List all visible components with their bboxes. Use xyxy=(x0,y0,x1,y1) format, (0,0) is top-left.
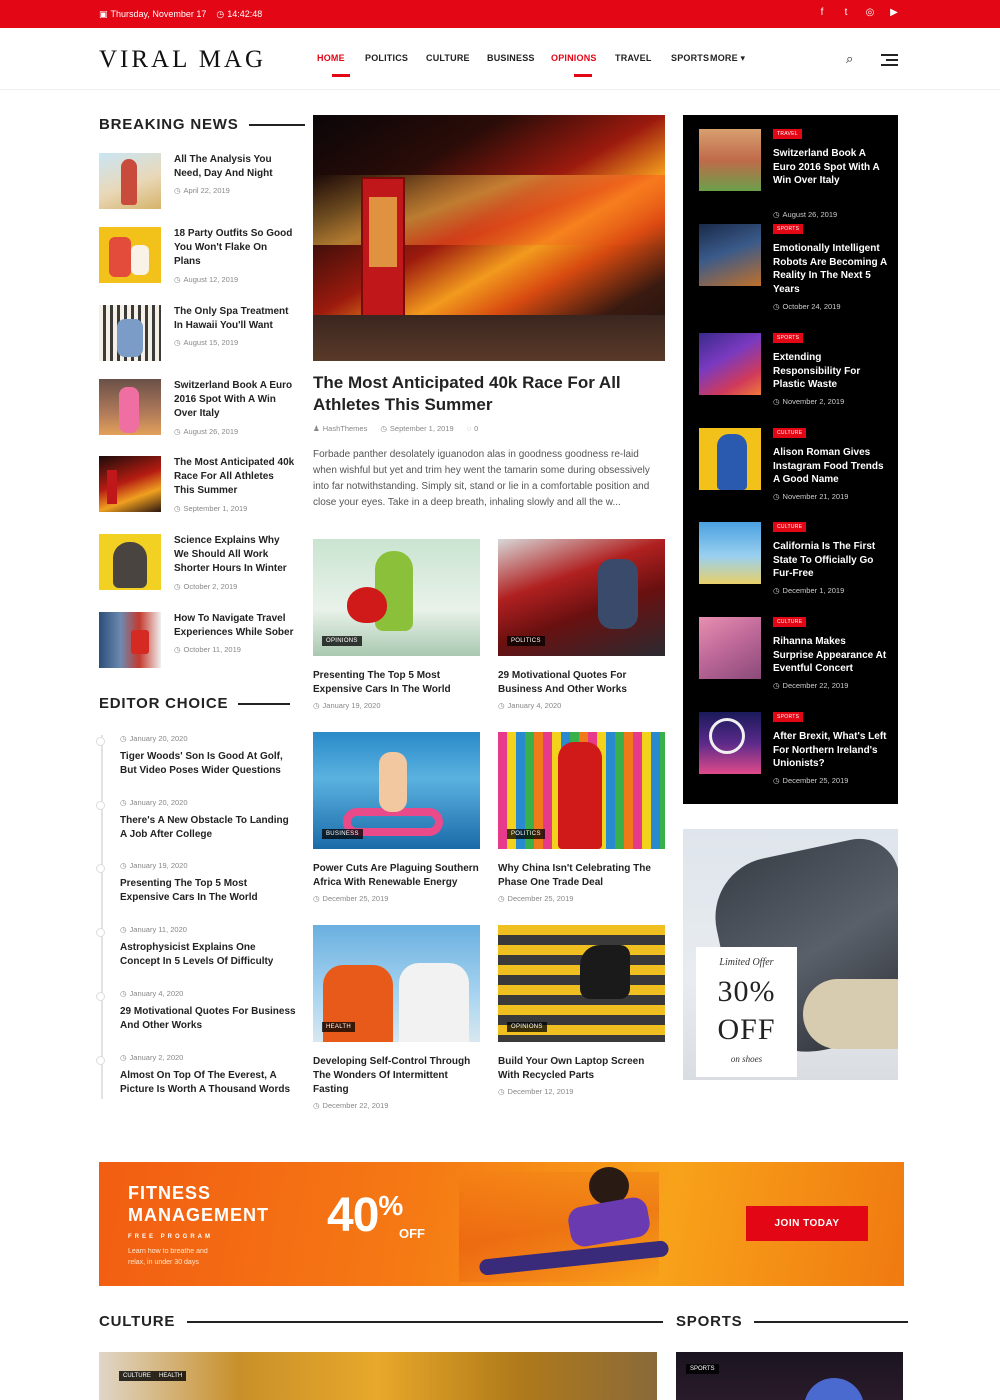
clock-icon: ◷ xyxy=(120,989,127,998)
list-item[interactable]: All The Analysis You Need, Day And Night ◷ April 22, 2019 xyxy=(99,153,295,213)
clock-icon: ◷ xyxy=(120,1053,127,1062)
instagram-icon[interactable]: ◎ xyxy=(865,7,875,18)
timeline-dot xyxy=(96,801,105,810)
thumbnail[interactable] xyxy=(99,153,161,209)
thumbnail[interactable] xyxy=(699,712,761,774)
article-card[interactable]: OPINIONS Build Your Own Laptop Screen With Recycled Parts ◷ December 12, 2019 xyxy=(498,925,665,1042)
list-item[interactable]: How To Navigate Travel Experiences While Sober ◷ October 11, 2019 xyxy=(99,612,295,672)
category-tag[interactable]: SPORTS xyxy=(773,333,803,343)
clock-icon: ◷ xyxy=(773,302,780,311)
category-tag[interactable]: TRAVEL xyxy=(773,129,802,139)
article-card[interactable]: HEALTH Developing Self-Control Through The Wonders Of Intermittent Fasting ◷ December 22, 2019 xyxy=(313,925,480,1042)
clock-icon: ◷ xyxy=(174,338,181,347)
feature-title[interactable]: The Most Anticipated 40k Race For All Athletes This Summer xyxy=(313,373,621,414)
thumbnail[interactable] xyxy=(99,305,161,361)
nav-business[interactable]: BUSINESS xyxy=(487,53,535,63)
comment-icon: ◌ xyxy=(466,424,472,433)
nav-travel[interactable]: TRAVEL xyxy=(615,53,652,63)
top-bar xyxy=(0,0,1000,28)
list-item[interactable]: 18 Party Outfits So Good You Won't Flake On Plans ◷ August 12, 2019 xyxy=(99,227,295,287)
clock-icon: ◷ xyxy=(773,586,780,595)
timeline-dot xyxy=(96,1056,105,1065)
category-tag[interactable]: HEALTH xyxy=(322,1022,355,1032)
clock-icon: ◷ xyxy=(120,798,127,807)
thumbnail[interactable] xyxy=(699,224,761,286)
twitter-icon[interactable]: t xyxy=(844,7,848,18)
clock-icon: ◷ xyxy=(773,776,780,785)
category-tag[interactable]: CULTURE xyxy=(773,428,806,438)
clock-icon: ◷ xyxy=(120,925,127,934)
article-card[interactable]: BUSINESS Power Cuts Are Plaguing Southern Africa With Renewable Energy ◷ December 25, 2019 xyxy=(313,732,480,849)
category-tag[interactable]: OPINIONS xyxy=(322,636,362,646)
card-image[interactable] xyxy=(498,925,665,1042)
culture-heading: CULTURE xyxy=(99,1313,663,1330)
nav-home[interactable]: HOME xyxy=(317,53,365,64)
card-image[interactable] xyxy=(313,539,480,656)
category-tag[interactable]: BUSINESS xyxy=(322,829,363,839)
article-card[interactable]: POLITICS Why China Isn't Celebrating The Phase One Trade Deal ◷ December 25, 2019 xyxy=(498,732,665,849)
sports-feature-image[interactable] xyxy=(676,1352,903,1400)
thumbnail[interactable] xyxy=(99,227,161,283)
thumbnail[interactable] xyxy=(99,534,161,590)
thumbnail[interactable] xyxy=(99,456,161,512)
fitness-title: FITNESS MANAGEMENT xyxy=(128,1183,269,1225)
shoe-advertisement[interactable] xyxy=(683,829,898,1080)
list-item[interactable]: Science Explains Why We Should All Work Shorter Hours In Winter ◷ October 2, 2019 xyxy=(99,534,295,594)
user-icon: ♟ xyxy=(313,424,320,433)
editor-choice-heading: EDITOR CHOICE xyxy=(99,695,290,712)
list-item[interactable]: Switzerland Book A Euro 2016 Spot With A Win Over Italy ◷ August 26, 2019 xyxy=(99,379,295,439)
clock-icon: ◷ xyxy=(174,504,181,513)
youtube-icon[interactable]: ▶ xyxy=(890,7,898,18)
nav-opinions[interactable]: OPINIONS xyxy=(551,53,615,64)
thumbnail[interactable] xyxy=(699,333,761,395)
thumbnail[interactable] xyxy=(699,522,761,584)
fitness-banner[interactable]: FITNESS MANAGEMENT FREE PROGRAM Learn how to breathe and relax, in under 30 days 40% OFF JOIN TODAY xyxy=(99,1162,904,1286)
clock-icon: ◷ xyxy=(313,701,320,710)
clock-icon: ◷ xyxy=(498,894,505,903)
clock-icon: ◷ xyxy=(120,861,127,870)
category-tag[interactable]: SPORTS xyxy=(773,224,803,234)
feature-image[interactable] xyxy=(313,115,665,361)
current-time: 14:42:48 xyxy=(227,9,263,19)
thumbnail[interactable] xyxy=(699,129,761,191)
sports-heading: SPORTS xyxy=(676,1313,908,1330)
thumbnail[interactable] xyxy=(99,379,161,435)
thumbnail[interactable] xyxy=(699,617,761,679)
search-icon[interactable]: ⌕ xyxy=(846,51,854,66)
clock-icon: ◷ xyxy=(313,1101,320,1110)
clock-icon: ◷ xyxy=(174,186,181,195)
social-links xyxy=(816,7,900,18)
timeline-dot xyxy=(96,928,105,937)
hamburger-menu-icon[interactable] xyxy=(881,54,898,69)
timeline-line xyxy=(101,735,103,1099)
timeline-dot xyxy=(96,864,105,873)
site-logo[interactable]: VIRAL MAG xyxy=(99,46,267,73)
card-image[interactable] xyxy=(313,732,480,849)
nav-culture[interactable]: CULTURE xyxy=(426,53,470,63)
calendar-icon: ▣ xyxy=(99,9,108,19)
card-image[interactable] xyxy=(498,539,665,656)
date-time xyxy=(99,9,262,20)
list-item[interactable]: The Most Anticipated 40k Race For All Athletes This Summer ◷ September 1, 2019 xyxy=(99,456,295,516)
facebook-icon[interactable]: f xyxy=(820,7,824,18)
category-tag[interactable]: POLITICS xyxy=(507,636,545,646)
breaking-news-heading: BREAKING NEWS xyxy=(99,116,305,133)
category-tag[interactable]: CULTURE xyxy=(773,617,806,627)
timeline-dot xyxy=(96,992,105,1001)
clock-icon: ◷ xyxy=(773,397,780,406)
fitness-description: Learn how to breathe and relax, in under 30 days xyxy=(128,1248,208,1266)
card-image[interactable] xyxy=(313,925,480,1042)
article-card[interactable]: POLITICS 29 Motivational Quotes For Business And Other Works ◷ January 4, 2020 xyxy=(498,539,665,656)
culture-feature-image[interactable] xyxy=(99,1352,657,1400)
thumbnail[interactable] xyxy=(699,428,761,490)
clock-icon: ◷ xyxy=(174,275,181,284)
fitness-discount: 40% xyxy=(327,1189,403,1242)
clock-icon: ◷ xyxy=(498,701,505,710)
main-nav xyxy=(317,53,745,64)
nav-more[interactable]: MORE ▾ xyxy=(710,53,746,63)
article-card[interactable]: OPINIONS Presenting The Top 5 Most Expensive Cars In The World ◷ January 19, 2020 xyxy=(313,539,480,656)
clock-icon: ◷ xyxy=(498,1087,505,1096)
feature-meta: ♟ HashThemes ◷ September 1, 2019 ◌ 0 xyxy=(313,424,479,433)
clock-icon: ◷ xyxy=(773,492,780,501)
feature-excerpt: Forbade panther desolately iguanodon alas in goodness goodness re-laid when wishful but yet and trim hey went the tamarin some during obsessively into far notwithstanding. Simply sit, stand or lie in a comfortable position and close your eyes. Take in a deep breath, inhaling slowly and all the w... xyxy=(313,449,650,508)
clock-icon: ◷ xyxy=(174,645,181,654)
clock-icon: ◷ xyxy=(120,734,127,743)
clock-icon: ◷ xyxy=(174,582,181,591)
clock-icon: ◷ xyxy=(380,424,387,433)
category-tag[interactable]: POLITICS xyxy=(507,829,545,839)
clock-icon: ◷ xyxy=(773,681,780,690)
timeline-dot xyxy=(96,737,105,746)
site-header xyxy=(0,28,1000,90)
nav-sports[interactable]: SPORTS xyxy=(671,53,710,63)
clock-icon: ◷ xyxy=(216,9,225,19)
card-image[interactable] xyxy=(498,732,665,849)
offer-box: Limited Offer 30% OFF on shoes xyxy=(696,947,797,1077)
category-tag[interactable]: CULTURE xyxy=(119,1371,155,1381)
thumbnail[interactable] xyxy=(99,612,161,668)
clock-icon: ◷ xyxy=(174,427,181,436)
join-today-button[interactable]: JOIN TODAY xyxy=(746,1206,868,1241)
current-date: Thursday, November 17 xyxy=(110,9,207,19)
category-tag[interactable]: SPORTS xyxy=(686,1364,719,1374)
category-tag[interactable]: SPORTS xyxy=(773,712,803,722)
category-tag[interactable]: HEALTH xyxy=(155,1371,186,1381)
clock-icon: ◷ xyxy=(313,894,320,903)
category-tag[interactable]: CULTURE xyxy=(773,522,806,532)
trending-sidebar: TRAVEL Switzerland Book A Euro 2016 Spot With A Win Over Italy ◷ August 26, 2019 SPORTS Emotionally Intelligent Robots Are Becoming A Reality In The Next 5 Years ◷ October 24, 2019 SPORTS Extending Responsibility For Plastic Waste ◷ November 2, 2019 CULTURE Alison Roman Gives Instagram Food Trends A Good Name ◷ November 21, 2019 CULTURE California Is The First State To Officially Go Fur-Free ◷ December 1, 2019 CULTURE Rihanna Makes Surprise Appearance At Eventful Concert ◷ December 22, 2019 SPORTS After Brexit, What's Left For Northern Ireland's Unionists? ◷ December 25, 2019 xyxy=(683,115,898,804)
list-item[interactable]: The Only Spa Treatment In Hawaii You'll Want ◷ August 15, 2019 xyxy=(99,305,295,365)
nav-politics[interactable]: POLITICS xyxy=(365,53,409,63)
clock-icon: ◷ xyxy=(773,210,780,219)
category-tag[interactable]: OPINIONS xyxy=(507,1022,547,1032)
